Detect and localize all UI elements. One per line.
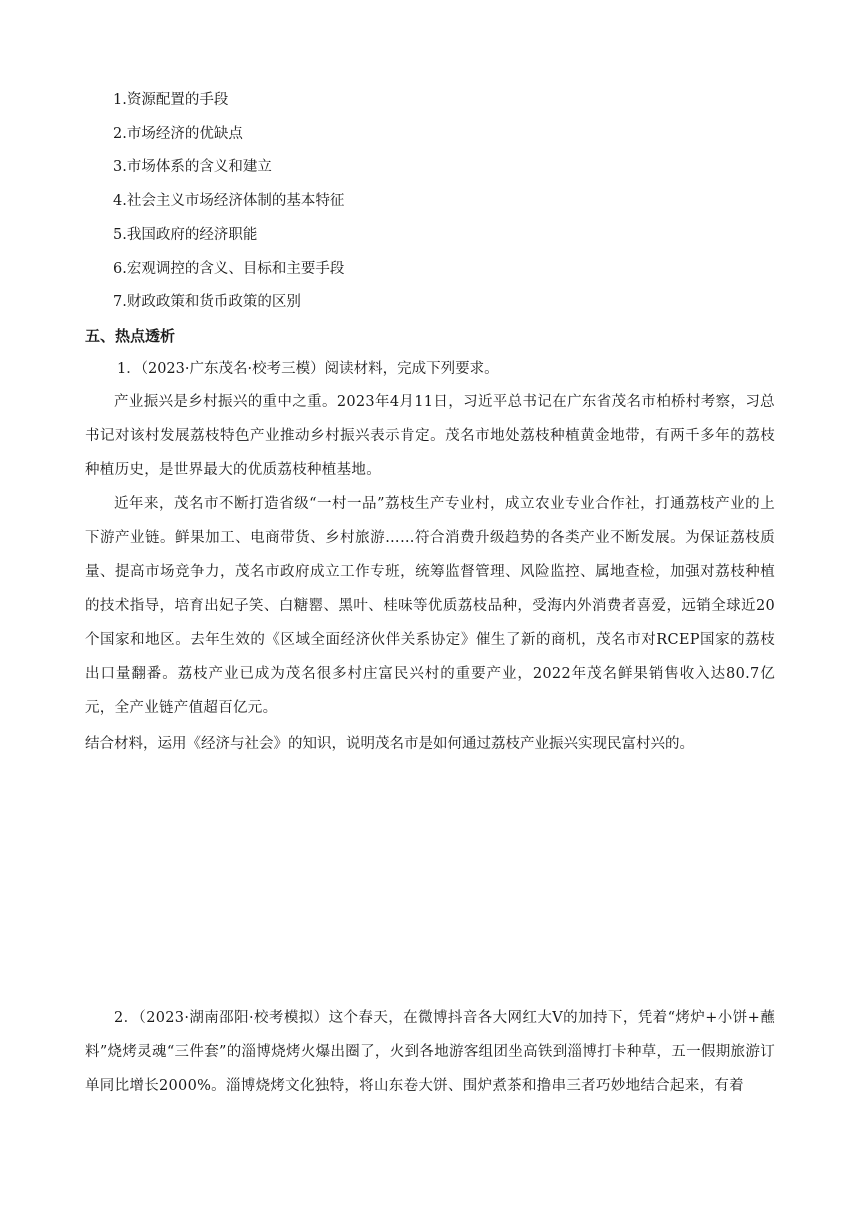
- section-heading: 五、热点透析: [85, 327, 176, 345]
- question-1-paragraph-1: 产业振兴是乡村振兴的重中之重。2023年4月11日，习近平总书记在广东省茂名市柏桥村考察，习总书记对该村发展荔枝特色产业推动乡村振兴表示肯定。茂名市地处荔枝种植黄金地带，有两千多年的荔枝种植历史，是世界最大的优质荔枝种植基地。: [85, 394, 775, 478]
- knowledge-item-2: 2.市场经济的优缺点: [113, 126, 243, 142]
- knowledge-item-7: 7.财政政策和货币政策的区别: [113, 294, 301, 310]
- knowledge-item-6: 6.宏观调控的含义、目标和主要手段: [113, 261, 345, 277]
- knowledge-item-4: 4.社会主义市场经济体制的基本特征: [113, 193, 345, 209]
- knowledge-item-3: 3.市场体系的含义和建立: [113, 159, 272, 175]
- knowledge-item-5: 5.我国政府的经济职能: [113, 227, 258, 243]
- question-2-text: 2．（2023·湖南邵阳·校考模拟）这个春天，在微博抖音各大网红大V的加持下，凭着“烤炉+小饼+蘸料”烧烤灵魂“三件套”的淄博烧烤火爆出圈了，火到各地游客组团坐高铁到淄博打卡种草，五一假期旅游订单同比增长2000%。淄博烧烤文化独特，将山东卷大饼、围炉煮茶和撸串三者巧妙地结合起来，有着: [85, 1010, 775, 1094]
- question-1-prompt: 结合材料，运用《经济与社会》的知识，说明茂名市是如何通过荔枝产业振兴实现民富村兴的。: [85, 736, 694, 752]
- question-1-header: 1．（2023·广东茂名·校考三模）阅读材料，完成下列要求。: [117, 361, 499, 377]
- knowledge-item-1: 1.资源配置的手段: [113, 92, 229, 108]
- question-1-paragraph-2: 近年来，茂名市不断打造省级“一村一品”荔枝生产专业村，成立农业专业合作社，打通荔枝产业的上下游产业链。鲜果加工、电商带货、乡村旅游……符合消费升级趋势的各类产业不断发展。为保证荔枝质量、提高市场竞争力，茂名市政府成立工作专班，统筹监督管理、风险监控、属地查检，加强对荔枝种植的技术指导，培育出妃子笑、白糖罂、黑叶、桂味等优质荔枝品种，受海内外消费者喜爱，远销全球近20个国家和地区。去年生效的《区域全面经济伙伴关系协定》催生了新的商机，茂名市对RCEP国家的荔枝出口量翻番。荔枝产业已成为茂名很多村庄富民兴村的重要产业，2022年茂名鲜果销售收入达80.7亿元，全产业链产值超百亿元。: [85, 496, 775, 716]
